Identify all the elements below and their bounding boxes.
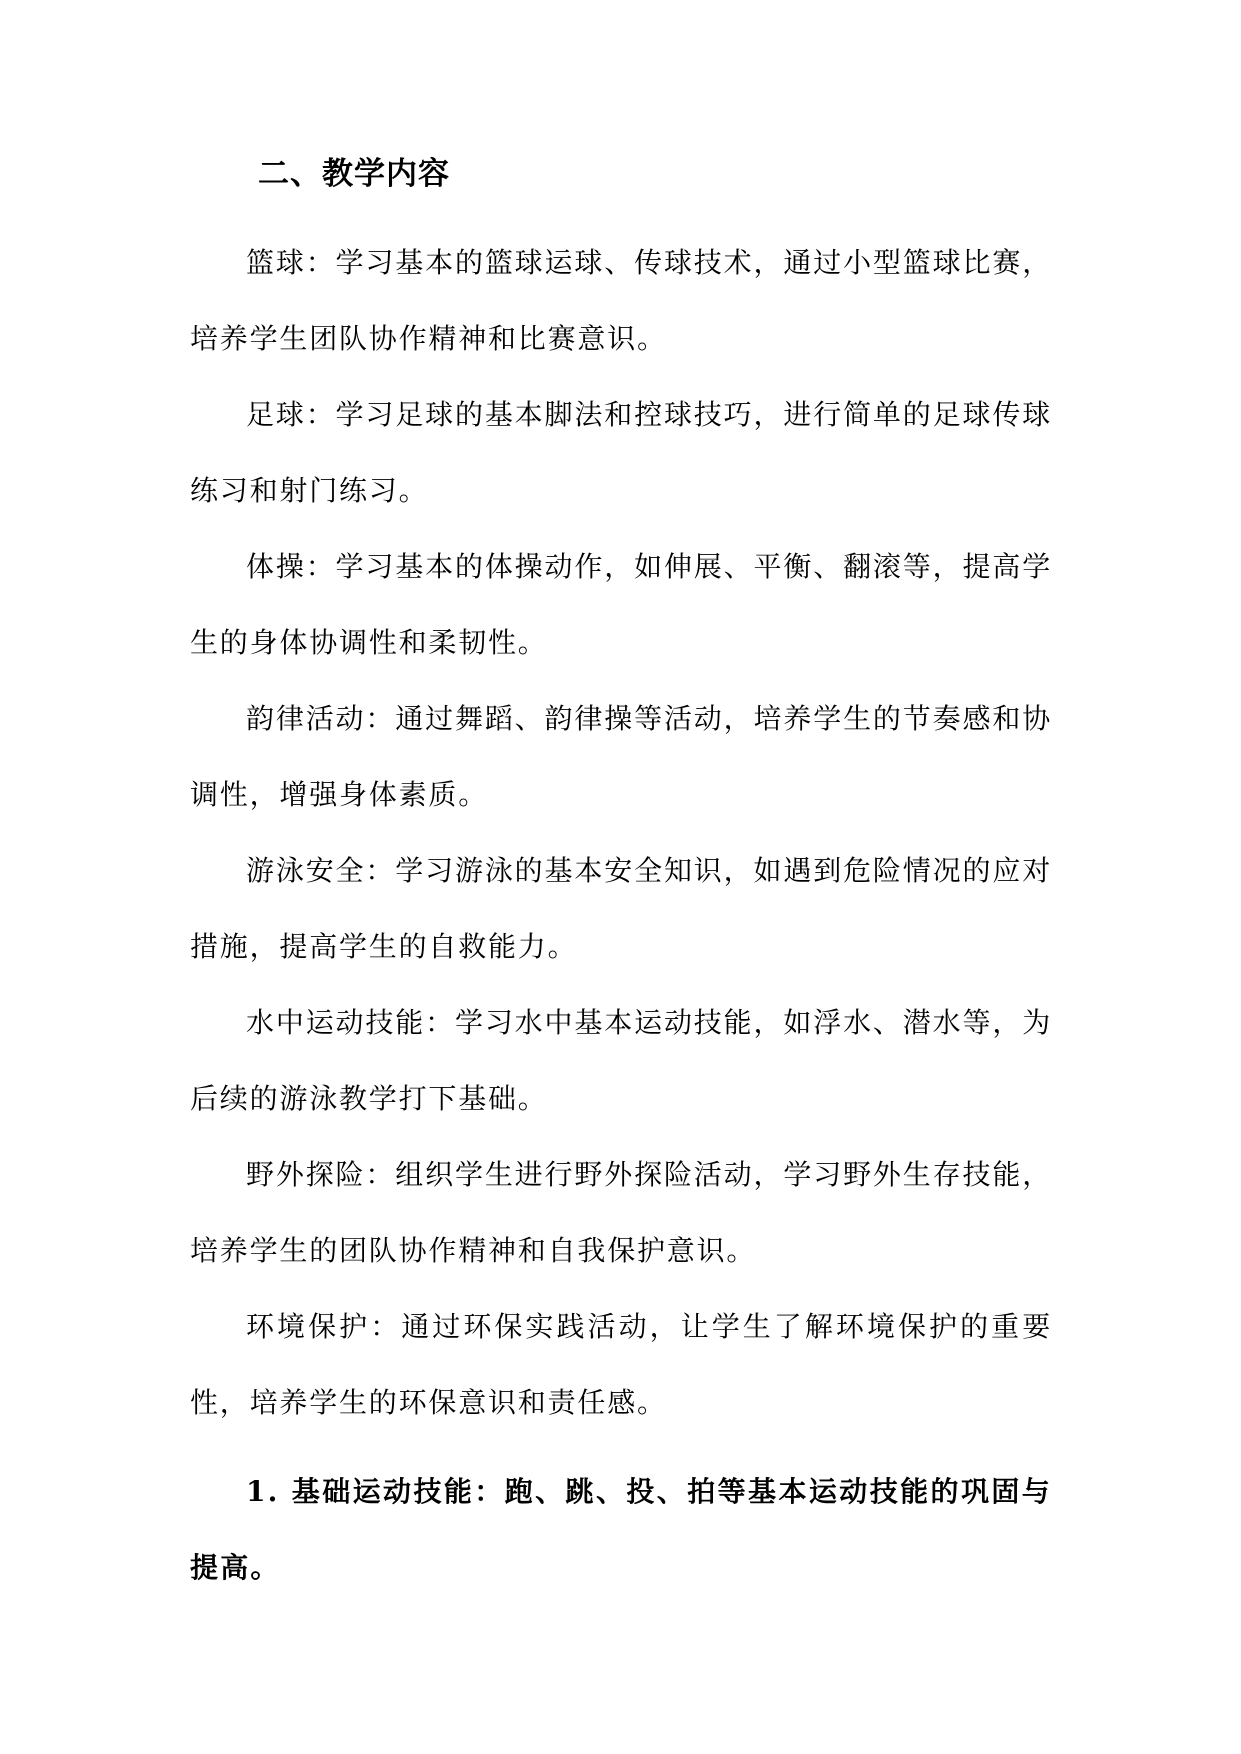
paragraph-football: 足球：学习足球的基本脚法和控球技巧，进行简单的足球传球练习和射门练习。 bbox=[190, 398, 1052, 507]
paragraph-water-skills: 水中运动技能：学习水中基本运动技能，如浮水、潜水等，为后续的游泳教学打下基础。 bbox=[190, 1006, 1052, 1115]
paragraph-outdoor-adventure: 野外探险：组织学生进行野外探险活动，学习野外生存技能，培养学生的团队协作精神和自我保护意识。 bbox=[190, 1158, 1052, 1267]
paragraph-gymnastics: 体操：学习基本的体操动作，如伸展、平衡、翻滚等，提高学生的身体协调性和柔韧性。 bbox=[190, 550, 1052, 659]
section-heading: 二、教学内容 bbox=[258, 156, 450, 192]
paragraph-rhythm-activities: 韵律活动：通过舞蹈、韵律操等活动，培养学生的节奏感和协调性，增强身体素质。 bbox=[190, 702, 1052, 811]
paragraph-environmental-protection: 环境保护：通过环保实践活动，让学生了解环境保护的重要性，培养学生的环保意识和责任感。 bbox=[190, 1310, 1052, 1419]
paragraph-basketball: 篮球：学习基本的篮球运球、传球技术，通过小型篮球比赛，培养学生团队协作精神和比赛意识。 bbox=[190, 246, 1052, 355]
paragraph-swimming-safety: 游泳安全：学习游泳的基本安全知识，如遇到危险情况的应对措施，提高学生的自救能力。 bbox=[190, 854, 1052, 963]
numbered-item-basic-skills: 1. 基础运动技能：跑、跳、投、拍等基本运动技能的巩固与提高。 bbox=[190, 1475, 1052, 1584]
